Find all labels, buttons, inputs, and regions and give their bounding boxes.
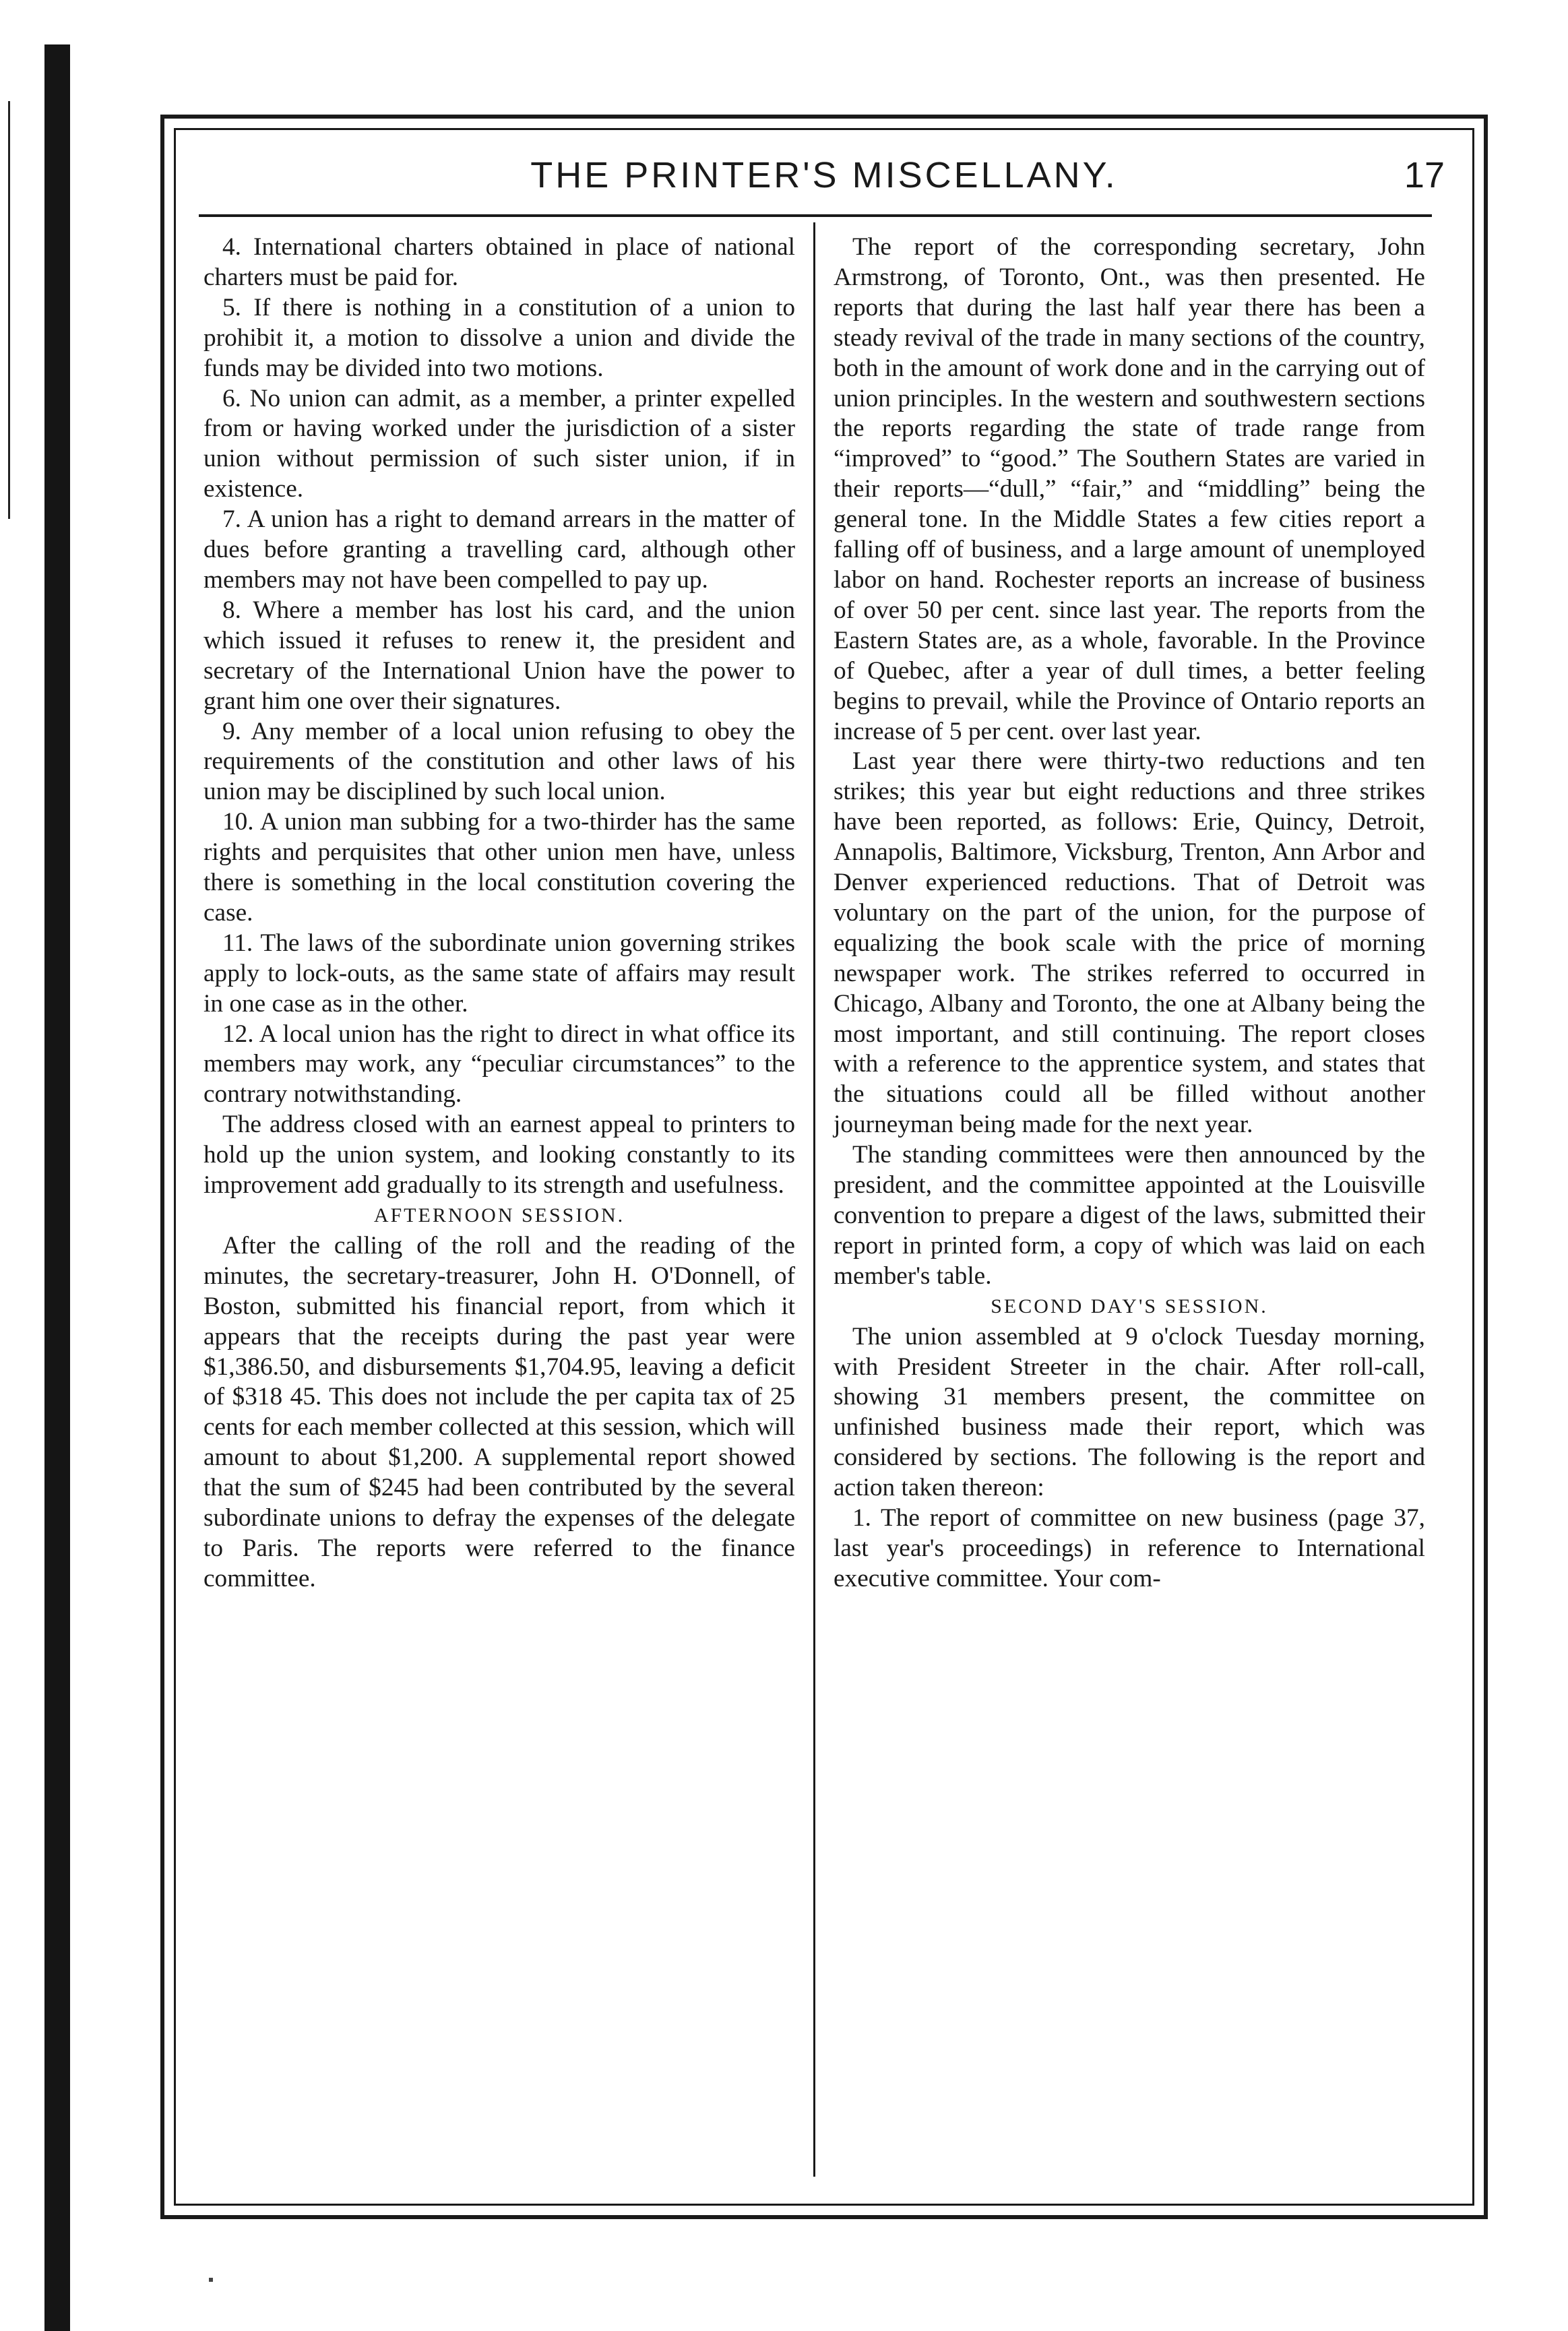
paragraph: After the calling of the roll and the reading of the minutes, the secretary-treasurer, John H. O'Donnell, of Boston, submitted his financial report, from which it appears that the receipts during the past year were $1,386.50, and disbursements $1,704.95, leaving a deficit of $318 45. This does not include the per capita tax of 25 cents for each member collected at this session, which will amount to about $1,200. A supplemental report showed that the sum of $245 had been contributed by the several subordinate unions to defray the expenses of the delegate to Paris. The reports were referred to the finance committee. [203, 1231, 795, 1592]
scan-edge-line [8, 101, 10, 519]
page-number: 17 [1404, 155, 1445, 195]
paragraph: The address closed with an earnest appeal to printers to hold up the union system, and looking constantly to its improvement add gradually to its strength and usefulness. [203, 1111, 795, 1200]
column-divider [813, 222, 815, 2177]
paragraph: The standing committees were then announced by the president, and the committee appointed at the Louisville convention to prepare a digest of the laws, submitted their report in printed form, a copy of which was laid on each member's table. [834, 1141, 1425, 1290]
paragraph: 7. A union has a right to demand arrears in the matter of dues before granting a travelling card, although other members may not have been compelled to pay up. [203, 505, 795, 594]
book-spine-shadow [44, 44, 70, 2331]
running-header [177, 148, 1472, 202]
header-rule [199, 214, 1432, 217]
paragraph: 11. The laws of the subordinate union governing strikes apply to lock-outs, as the same state of affairs may result in one case as in the other. [203, 929, 795, 1018]
paragraph: The report of the corresponding secretary, John Armstrong, of Toronto, Ont., was then presented. He reports that during the last half year there has been a steady revival of the trade in many sections of the country, both in the amount of work done and in the carrying out of union principles. In the western and southwestern sections the reports regarding the state of trade range from “improved” to “good.” The Southern States are varied in their reports—“dull,” “fair,” and “middling” being the general tone. In the Middle States a few cities report a falling off of business, and a large amount of unemployed labor on hand. Rochester reports an increase of business of over 50 per cent. since last year. The reports from the Eastern States are, as a whole, favorable. In the Province of Quebec, after a year of dull times, a better feeling begins to prevail, while the Province of Ontario reports an increase of 5 per cent. over last year. [834, 233, 1425, 745]
paragraph: The union assembled at 9 o'clock Tuesday morning, with President Streeter in the chair. After roll-call, showing 31 members present, the committee on unfinished business made their report, which was considered by sections. The following is the report and action taken thereon: [834, 1322, 1425, 1502]
paragraph: 8. Where a member has lost his card, and the union which issued it refuses to renew it, the president and secretary of the International Union have the power to grant him one over their signatures. [203, 596, 795, 715]
paragraph: 10. A union man subbing for a two-thirder has the same rights and perquisites that other union men have, unless there is something in the local constitution covering the case. [203, 808, 795, 927]
publication-title: THE PRINTER'S MISCELLANY. [530, 155, 1118, 195]
section-heading-afternoon: AFTERNOON SESSION. [373, 1204, 625, 1226]
paragraph: 9. Any member of a local union refusing to obey the requirements of the constitution and other laws of his union may be disciplined by such local union. [203, 717, 795, 806]
paragraph: 4. International charters obtained in place of national charters must be paid for. [203, 233, 795, 291]
paragraph: 6. No union can admit, as a member, a printer expelled from or having worked under the jurisdiction of a sister union without permission of such sister union, if in existence. [203, 384, 795, 503]
paragraph: Last year there were thirty-two reductions and ten strikes; this year but eight reductions and three strikes have been reported, as follows: Erie, Quincy, Detroit, Annapolis, Baltimore, Vicksburg, Trenton, Ann Arbor and Denver experienced reductions. That of Detroit was voluntary on the part of the union, for the purpose of equalizing the book scale with the price of morning newspaper work. The strikes referred to occurred in Chicago, Albany and Toronto, the one at Albany being the most important, and still continuing. The report closes with a reference to the apprentice system, and states that the situations could all be filled without another journeyman being made for the next year. [834, 747, 1425, 1139]
paragraph: 12. A local union has the right to direct in what office its members may work, any “peculiar circumstances” to the contrary notwithstanding. [203, 1020, 795, 1109]
left-column [203, 232, 795, 1594]
scan-speck [209, 2278, 213, 2282]
right-column [834, 232, 1425, 1594]
section-heading-second-day: SECOND DAY'S SESSION. [991, 1295, 1268, 1317]
paragraph: 5. If there is nothing in a constitution of a union to prohibit it, a motion to dissolve a union and divide the funds may be divided into two motions. [203, 293, 795, 382]
paragraph: 1. The report of committee on new business (page 37, last year's proceedings) in reference to International executive committee. Your com- [834, 1504, 1425, 1592]
